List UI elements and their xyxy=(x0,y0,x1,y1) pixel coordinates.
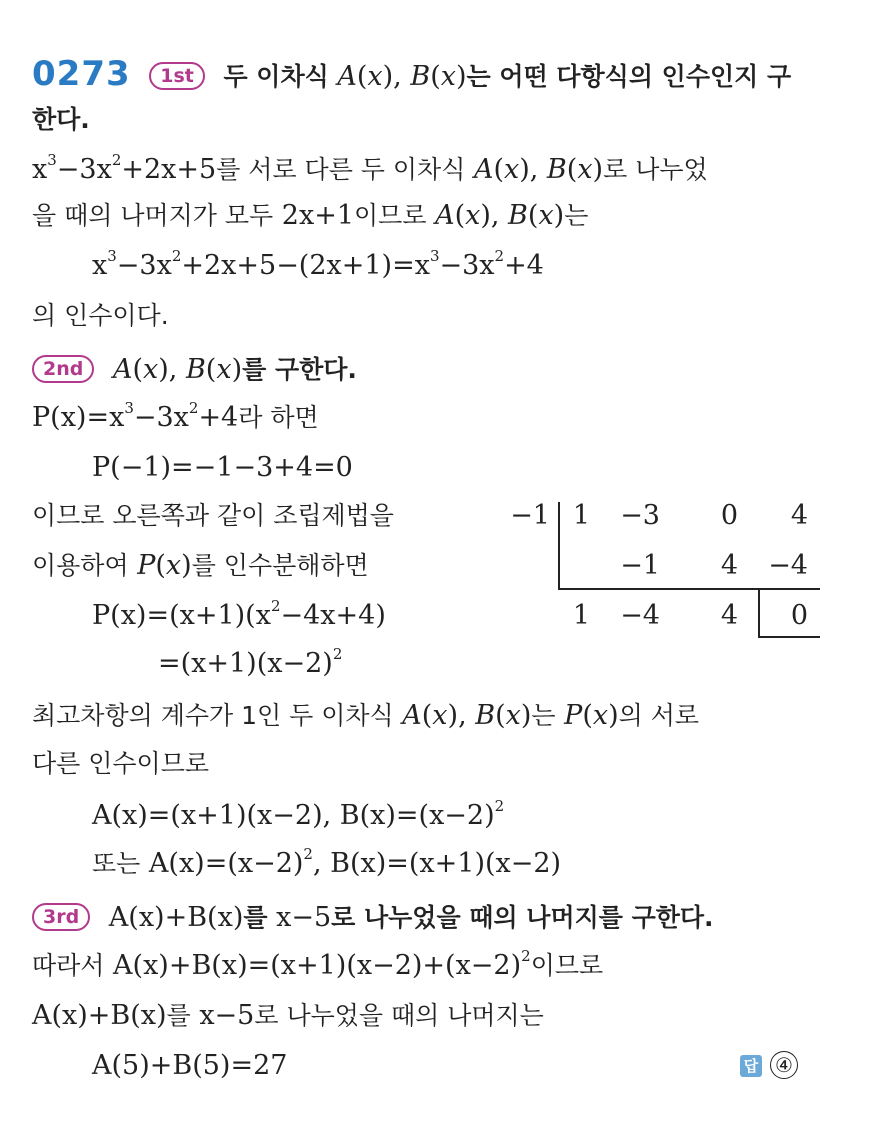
equation-case-two: 또는 $A(x)=(x-2)^2$, B(x)=(x+1)(x−2) xyxy=(92,845,562,879)
step-badge-1st: 1st xyxy=(149,62,205,90)
line-polynomial: $x^3-3x^2+2x+5$를 서로 다른 두 이차식 A(x), B(x)로 나누었 xyxy=(32,151,708,185)
equation-p-minus-one: P(−1)=−1−3+4=0 xyxy=(92,452,353,483)
synth-coef: 4 xyxy=(790,500,808,531)
line-leading-coef: 최고차항의 계수가 1인 두 이차식 A(x), B(x)는 P(x)의 서로 xyxy=(32,700,700,731)
synth-product: 4 xyxy=(720,550,738,581)
synth-coef: 1 xyxy=(572,500,590,531)
synth-product: −4 xyxy=(768,550,808,581)
step-badge-3rd: 3rd xyxy=(32,903,90,931)
synth-coef: 0 xyxy=(720,500,738,531)
equation-difference: $x^3-3x^2+2x+5-(2x+1)=x^3-3x^2+4$ xyxy=(92,247,544,281)
line-remainder: 을 때의 나머지가 모두 2x+1이므로 A(x), B(x)는 xyxy=(32,200,589,231)
equation-final: A(5)+B(5)=27 xyxy=(92,1050,288,1081)
answer xyxy=(740,1046,798,1086)
equation-case-one: A(x)=(x+1)(x−2), $B(x)=(x-2)^2$ xyxy=(92,797,505,831)
step3-header: 3rd A(x)+B(x)를 x−5로 나누었을 때의 나머지를 구한다. xyxy=(32,898,714,938)
synth-product: −1 xyxy=(620,550,660,581)
step1-title-c: 한다. xyxy=(32,105,90,134)
answer-icon: 답 xyxy=(740,1055,762,1077)
step1-header: 0273 1st 두 이차식 A(x), B(x)는 어떤 다항식의 인수인지 구 xyxy=(32,54,792,94)
step1-header-cont xyxy=(32,100,90,140)
step2-header: 2nd A(x), B(x)를 구한다. xyxy=(32,350,357,390)
step-badge-2nd: 2nd xyxy=(32,355,94,383)
line-remainder-is: A(x)+B(x)를 x−5로 나누었을 때의 나머지는 xyxy=(32,1000,544,1031)
equation-factored-final: $=(x+1)(x-2)^2$ xyxy=(158,645,343,679)
synth-root: −1 xyxy=(510,500,550,531)
synthetic-division-table xyxy=(490,496,830,646)
step1-title-b: 는 어떤 다항식의 인수인지 구 xyxy=(466,62,792,91)
equation-factored: $P(x)=(x+1)(x^2-4x+4)$ xyxy=(92,597,386,631)
synth-coef: −3 xyxy=(620,500,660,531)
line-sum-expression: 따라서 $A(x)+B(x)=(x+1)(x-2)+(x-2)^2$이므로 xyxy=(32,947,604,981)
synth-remainder: 0 xyxy=(790,600,808,631)
line-factorize: 이용하여 P(x)를 인수분해하면 xyxy=(32,550,369,581)
line-define-p: $P(x)=x^3-3x^2+4$라 하면 xyxy=(32,399,319,433)
synth-result: 1 xyxy=(572,600,590,631)
problem-number: 0273 xyxy=(32,54,131,94)
synth-result: 4 xyxy=(720,600,738,631)
line-distinct-factors: 다른 인수이므로 xyxy=(32,749,209,778)
synth-horizontal-bar xyxy=(558,588,820,590)
line-synthetic-intro: 이므로 오른쪽과 같이 조립제법을 xyxy=(32,501,394,530)
step1-title-a: 두 이차식 xyxy=(223,62,329,91)
line-factor-of: 의 인수이다. xyxy=(32,301,169,330)
answer-choice: ④ xyxy=(770,1051,798,1079)
synth-remainder-underline xyxy=(758,636,820,638)
synth-result: −4 xyxy=(620,600,660,631)
